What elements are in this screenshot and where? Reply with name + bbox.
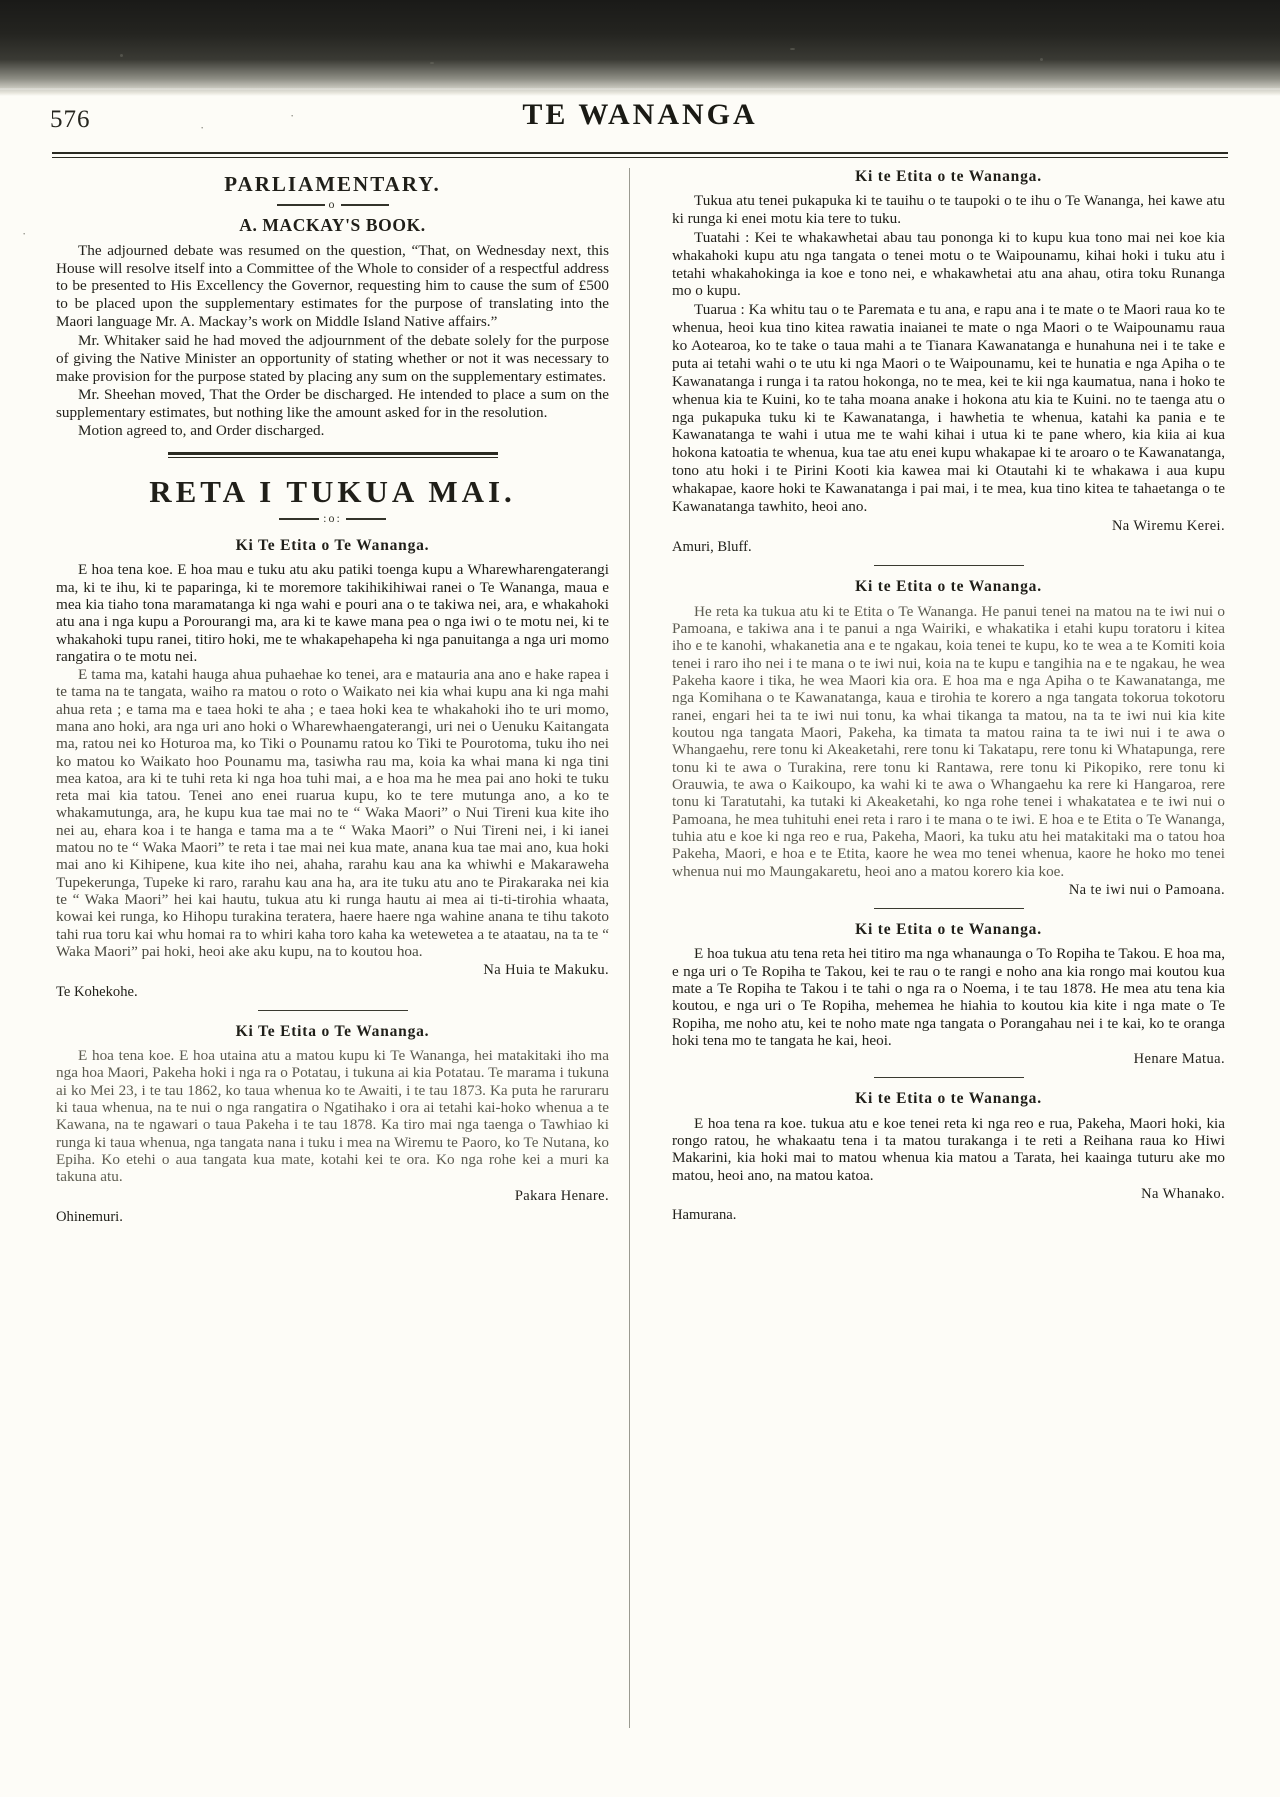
scan-edge — [0, 0, 1280, 96]
letter-paragraph: E hoa tena ra koe. tukua atu e koe tenei reta ki nga reo e rua, Pakeha, Maori hoki, kia rongo ratou, he whakaatu tena i ta matou turakanga i te reti a Reihana raua ko Hiwi Makarini, kia hoki mai to matou whenua kia matou a Tarata, hei kaainga tuturu ake mo matou, heoi ano, na matou katoa. — [672, 1114, 1225, 1184]
letter-paragraph: E hoa tena koe. E hoa utaina atu a matou kupu ki Te Wananga, hei matakitaki iho ma nga hoa Maori, Pakeha hoki i nga ra o Potatau, i tukuna ai kia Potatau. Te marama i tukuna ai ko Mei 23, i te tau 1862, ko taua whenua ko te Awaiti, i te tau 1873. Ka puta he raruraru ki taua whenua, na te nui o nga rangatira o Ngatihako i ora ai tetahi kai-hoko whenua a te Kawana, na te ngawari o taua Pakeha i te tau 1878. Ka tiro mai nga taenga o Tawhiao ki runga ki taua whenua, nga tangata nana i tuku i mea na Wiremu te Paoro, ko Te Nutana, ko Epiha. Ko etehi o aua tangata kua mate, kotahi kei te ora. Ko nga rohe kei a muri ka takuna atu. — [56, 1047, 609, 1186]
letter-place: Ohinemuri. — [56, 1208, 123, 1225]
letter-signature: Na Wiremu Kerei. — [1111, 518, 1225, 535]
letter-paragraph: Tukua atu tenei pukapuka ki te tauihu o te taupoki o te ihu o Te Wananga, hei kawe atu ki runga ki enei motu kia tere to tuku. — [672, 192, 1225, 228]
letter-paragraph: E hoa tukua atu tena reta hei titiro ma nga whanaunga o To Ropiha te Takou. E hoa ma, e nga uri o Te Ropiha te Takou, kei te rau o te rangi e noho ana kia rongo mai koutou kua mate a Te Ropiha te Takou i te tahi o nga ra o Noema, i te tau 1878. He mea atu tena kia koutou, e nga uri o Te Ropiha, mehemea he hiahia to koutou kia kite i nga mate o Te Ropiha, me noho atu, kei te noho mate nga tangata o Porangahau nei i te kai, ko te oranga hoki tena mo te tangata he kai, heoi. — [672, 945, 1225, 1050]
parliamentary-paragraph: Mr. Whitaker said he had moved the adjournment of the debate solely for the purpose of giving the Native Minister an opportunity of stating whether or not it was necessary to make provision for the purpose stated by placing any sum on the supplementary estimates. — [56, 331, 609, 385]
letters-ornament: :o: — [56, 511, 609, 525]
margin-speck: · — [200, 120, 205, 135]
letter-place: Te Kohekohe. — [56, 983, 138, 1000]
letter-signature: Henare Matua. — [1133, 1051, 1225, 1068]
parliamentary-paragraph: Mr. Sheehan moved, That the Order be discharged. He intended to place a sum on the supplementary estimates, but nothing like the amount asked for in the resolution. — [56, 386, 609, 421]
heading-ornament: o — [56, 197, 609, 211]
letter-signature: Na te iwi nui o Pamoana. — [1068, 882, 1225, 899]
page-number: 576 — [50, 106, 91, 133]
letter-heading: Ki te Etita o te Wananga. — [855, 578, 1042, 596]
section-rule — [168, 452, 498, 458]
letter-rule — [874, 908, 1024, 909]
letter-rule — [874, 565, 1024, 566]
letter-signature: Na Huia te Makuku. — [483, 962, 609, 979]
letter-rule — [874, 1077, 1024, 1078]
letter-heading: Ki Te Etita o Te Wananga. — [235, 537, 430, 555]
left-column — [56, 168, 609, 1232]
parliamentary-paragraph: Motion agreed to, and Order discharged. — [78, 422, 325, 440]
right-column — [672, 168, 1225, 1230]
letter-heading: Ki te Etita o te Wananga. — [855, 168, 1042, 185]
mackay-book-heading: A. MACKAY'S BOOK. — [239, 214, 426, 235]
letter-place: Hamurana. — [672, 1207, 737, 1224]
margin-speck: · — [290, 108, 295, 123]
parliamentary-heading: PARLIAMENTARY. — [224, 172, 441, 196]
letter-heading: Ki Te Etita o Te Wananga. — [235, 1022, 430, 1040]
letter-rule — [258, 1010, 408, 1011]
letter-paragraph: E tama ma, katahi hauga ahua puhaehae ko tenei, ara e matauria ana ano e hake rapea i te tama na te tangata, waiho ra matou o roto o Waikato nei kia whai kupu ana ki nga mahi ahua reta ; e tama ma e taea hoki te aha ; e taea hoki kea te whakahoki iho te uri momo, mana ano hoki, ara nga uri ano hoki o Wharewhaengaterangi, uri nei o Uenuku Kaitangata ma, ratou nei ko Hoturoa ma, ko Tiki o Pounamu ratou ko Tiki te Pourotoma, tuku iho nei ko matou ko Waikato hoo Pounamu ma, tasiwha rau ma, koia ka whai mana ki nga tini mea katoa, ara ki te tuhi reta ki nga hoa tuhi mai, a e hoa ma he mea pai ano hoki te tuku reta mai kia tatou. Tenei ano enei ruarua kupu, ko te tere mutunga ano, a ko te whakamutunga, ara, he kupu kua tae mai no te “ Waka Maori” o Nui Tireni kua kite iho nei au, ehara koa i te hanga e tama ma a te “ Waka Maori” o Nui Tireni nei, i ki ianei matou no te “ Waka Maori” te reta i tae mai nei kua mate, anana kua tae mai ano, kua hoki mai ano ki Kihipene, kua kite iho nei, ahaha, rarahu kau ana ka whiwhi e Makaraweha Tupekerunga, Tupeke ki raro, rarahu kau ana ha, ara ite tuku atu ano te Pirakaraka nei kia te “ Waka Maori” hei kai hautu, tukua atu ki runga hautu ai mea ai ti-ti-tirohia whaata, kowai kei runga, ko Hihopu turakina teratera, haere haere nga wahine anana te tihu takoto tahi rua toru kai whu homai ra to whiri kaha toro kaha ka wetewetea a te ataatau, na ta te “ Waka Maori” pai hoki, heoi ake aku kupu, na to koutou hoa. — [56, 665, 609, 961]
letter-signature: Na Whanako. — [1141, 1186, 1225, 1203]
letter-signature: Pakara Henare. — [514, 1187, 609, 1204]
letter-paragraph: Tuarua : Ka whitu tau o te Paremata e tu ana, e rapu ana i te mate o te Maori raua ko te whenua, heoi kua tino kitea rawatia inaianei te mate o nga Maori o te Waipounamu raua ko Aotearoa, ko te take o taua mahi a te Tianara Kawanatanga e hunahuna nei i te take e puta ai tetahi wahi o te utu ki nga Maori o te Waipounamu, kei te hunatia e nga Apiha o te Kawanatanga i runga i ta ratou hokonga, no te mea, kei te kii nga kaumatua, nana i hoko te whenua kia te Kuini, ko te taha moana anake i hokona atu kia te Kuini. no te taenga atu o nga pukapuka tuku ki te Kawanatanga, i hawhetia te whenua, katahi ka pania e te Kawanatanga te wahi i utua me te wahi kihai i utua ki te pane whero, kia kiia ai kua hokona katoatia te whenua, kua tae atu enei kupu whakapae ki te aroaro o te Kawanatanga, tono atu hoki i te Pirini Kooti kia kawea mai ki Otautahi ki te whakawa i aua kupu whakapae, kaore hoki te Kawanatanga i pai mai, i te mea, kua tino kitea te tahaetanga o te Kawanatanga tawhito, heoi ano. — [672, 300, 1225, 516]
letter-paragraph: Tuatahi : Kei te whakawhetai abau tau pononga ki to kupu kua tono mai nei koe kia whakahoki kupu atu nga tangata o tenei motu o te Waipounamu, kihai hoki i tuku atu i tetahi whakahokinga ia koe e tono nei, e whakawhetai atu ana ahau, otira toku Runanga mo o kupu. — [672, 228, 1225, 300]
newspaper-title: TE WANANGA — [522, 98, 758, 131]
column-divider — [629, 168, 630, 1728]
letter-paragraph: E hoa tena koe. E hoa mau e tuku atu aku patiki toenga kupu a Wharewharengaterangi ma, ki te ihu, ki te paparinga, ki te moremore takihikihiwai ranei o Te Wananga, maua e mea kia tiaho tona maramatanga ki nga wahi e pouri ana o te takiwa nei, ara, e whakahoki atu ana i nga kupu a Porourangi ma, ara ki te kawe mana pea o nga iwi o te motu nei, ki te whakahoki tupu ranei, titiro hoki, me te whakapehapeha ki nga panuitanga a nga uri momo rangatira o te motu nei. — [56, 561, 609, 666]
letter-heading: Ki te Etita o te Wananga. — [855, 921, 1042, 939]
parliamentary-paragraph: The adjourned debate was resumed on the question, “That, on Wednesday next, this House will resolve itself into a Committee of the Whole to consider of a respectful address to be presented to His Excellency the Governor, requesting him to cause the sum of £500 to be placed upon the supplementary estimates for the purpose of translating into the Maori language Mr. A. Mackay’s work on Middle Island Native affairs.” — [56, 241, 609, 331]
letters-section-heading: RETA I TUKUA MAI. — [149, 474, 516, 510]
letter-heading: Ki te Etita o te Wananga. — [855, 1090, 1042, 1108]
letter-place: Amuri, Bluff. — [672, 539, 752, 556]
masthead — [50, 98, 1230, 144]
masthead-rule — [52, 152, 1228, 158]
margin-speck: · — [22, 226, 27, 241]
letter-paragraph: He reta ka tukua atu ki te Etita o Te Wananga. He panui tenei na matou na te iwi nui o Pamoana, e takiwa ana i te panui a nga Wairiki, e whakatika i etahi kupu toratoru i kitea iho e te kanohi, whakanetia ana e te ngakau, koia tenei te kupu, ko te wea a te Komiti koia tenei i raro iho nei i te mana o te iwi nui, koia na te kupu e tangihia na e te ngakau, he wea Pakeha kaore i tika, he wea Maori kia ora. E hoa ma e nga Apiha o te Kawanatanga, me nga Komihana o te Kawanatanga, kaua e tirohia te korero a nga tangata tokorua tokotoru ranei, engari hei ta te iwi nui tonu, ka whai tikanga ta matou, na ta te iwi nui kia kite koutou nga tangata Maori, Pakeha, ka timata ta matou raina ta te iwi nui i te awa o Whangaehu, rere tonu ki Akeaketahi, rere tonu ki Takatapu, rere tonu ki Whatapunga, rere tonu ki te awa o Turakina, rere tonu ki Rantawa, rere tonu ki Pikopiko, rere tonu ki Orauwia, te awa o Kaikoupo, ka wahi ki te awa o Whangaehu ka rere ki Hangaroa, rere tonu ki Taratutahi, ka tutaki ki Akeaketahi, ko nga rohe tenei i whakatatea e te iwi nui o Pamoana, he mea tuhituhi enei reta i raro i te mana o te iwi. E hoa e te Etita o Te Wananga, tuhia atu e koe ki nga reo e rua, Pakeha, Maori, ka tuku atu hei matakitaki ma o tatou hoa Pakeha, Maori, e hoa e te Etita, kaore he wea mo tenei whenua, kaore he hoko mo tenei whenua nui mo Maungakaretu, heoi ano a matou korero kia koe. — [672, 602, 1225, 880]
